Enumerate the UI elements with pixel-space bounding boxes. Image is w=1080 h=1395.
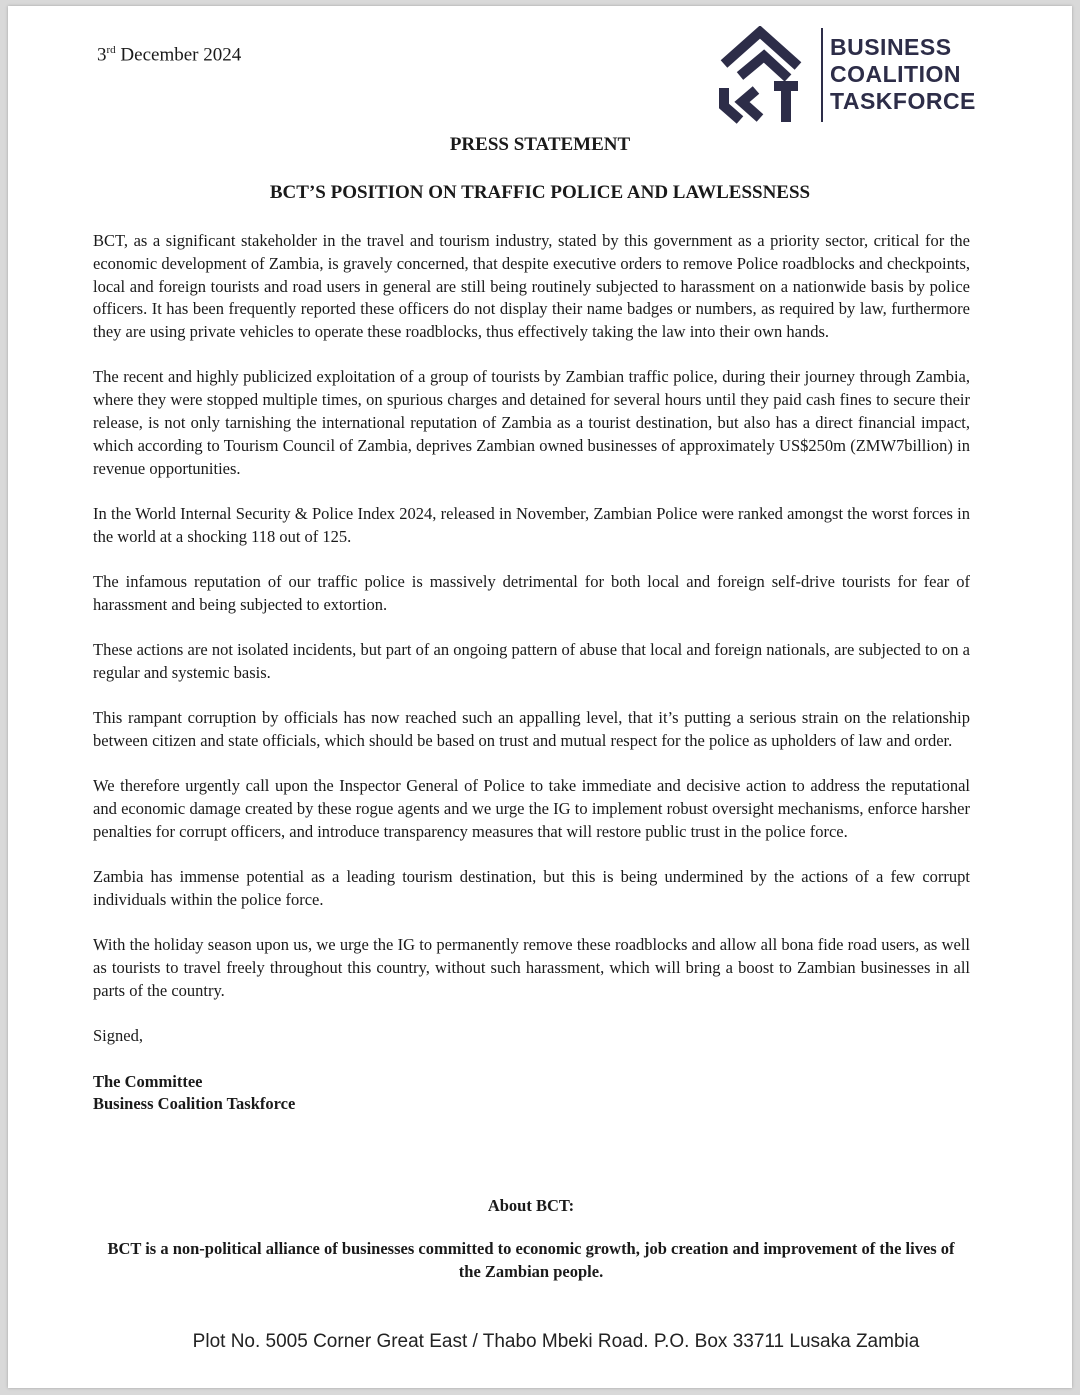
bct-logo-mark-icon (712, 26, 814, 126)
paragraph: The infamous reputation of our traffic police is massively detrimental for both local and foreign self-drive tourists for fear of harassment and being subjected to extortion. (93, 572, 970, 614)
paragraph: BCT, as a significant stakeholder in the travel and tourism industry, stated by this government as a priority sector, critical for the economic development of Zambia, is gravely concerned, that despite executive orders to remove Police roadblocks and checkpoints, local and foreign tourists and road users in general are still being routinely subjected to harassment on a nationwide basis by police officers. It has been frequently reported these officers do not display their name badges or numbers, as required by law, furthermore they are using private vehicles to operate these roadblocks, thus effectively taking the law into their own hands. (93, 231, 970, 342)
paragraph: Zambia has immense potential as a leading tourism destination, but this is being undermined by the actions of a few corrupt individuals within the police force. (93, 867, 970, 910)
paragraph: These actions are not isolated incidents, but part of an ongoing pattern of abuse that local and foreign nationals, are subjected to on a regular and systemic basis. (93, 640, 970, 682)
paragraph: In the World Internal Security & Police Index 2024, released in November, Zambian Police were ranked amongst the worst forces in the world at a shocking 118 out of 125. (93, 503, 970, 546)
logo-wordmark (830, 34, 976, 115)
footer-address: Plot No. 5005 Corner Great East / Thabo Mbeki Road. P.O. Box 33711 Lusaka Zambia (192, 1331, 920, 1352)
logo-divider (821, 28, 823, 122)
statement-body (93, 230, 970, 1116)
signoff: Signed, (93, 1026, 143, 1046)
document-subtitle: BCT’S POSITION ON TRAFFIC POLICE AND LAWLESSNESS (269, 182, 811, 203)
paragraph: The recent and highly publicized exploitation of a group of tourists by Zambian traffic police, during their journey through Zambia, where they were stopped multiple times, on spurious charges and detained for several hours until they paid cash fines to secure their release, is not only tarnishing the international reputation of Zambia as a tourist destination, but also has a direct financial impact, which according to Tourism Council of Zambia, deprives Zambian owned businesses of approximately US$250m (ZMW7billion) in revenue opportunities. (93, 367, 970, 478)
paragraph: We therefore urgently call upon the Inspector General of Police to take immediate and decisive action to address the reputational and economic damage created by these rogue agents and we urge the IG to implement robust oversight mechanisms, enforce harsher penalties for corrupt officers, and introduce transparency measures that will restore public trust in the police force. (93, 776, 970, 841)
logo-line-1: BUSINESS (830, 34, 952, 60)
statement-date (97, 44, 241, 66)
date-day: 3 (97, 44, 107, 66)
about-body: BCT is a non-political alliance of businesses committed to economic growth, job creation and improvement of the lives of the Zambian people. (107, 1239, 955, 1281)
signature-line-1: The Committee (93, 1071, 203, 1091)
signature-block (93, 1071, 970, 1117)
paragraph: With the holiday season upon us, we urge the IG to permanently remove these roadblocks and allow all bona fide road users, as well as tourists to travel freely throughout this country, without such harassment, which will bring a boost to Zambian businesses in all parts of the country. (93, 935, 970, 1000)
logo-line-2: COALITION (830, 61, 961, 87)
document-title: PRESS STATEMENT (449, 134, 631, 155)
about-heading: About BCT: (487, 1196, 575, 1215)
paragraph: This rampant corruption by officials has now reached such an appalling level, that it’s putting a serious strain on the relationship between citizen and state officials, which should be based on trust and mutual respect for the police as upholders of law and order. (93, 708, 970, 751)
bct-logo (712, 26, 982, 126)
date-month-year: December 2024 (115, 44, 242, 66)
date-suffix: rd (106, 44, 116, 56)
logo-line-3: TASKFORCE (830, 88, 976, 114)
signature-line-2: Business Coalition Taskforce (93, 1094, 296, 1114)
